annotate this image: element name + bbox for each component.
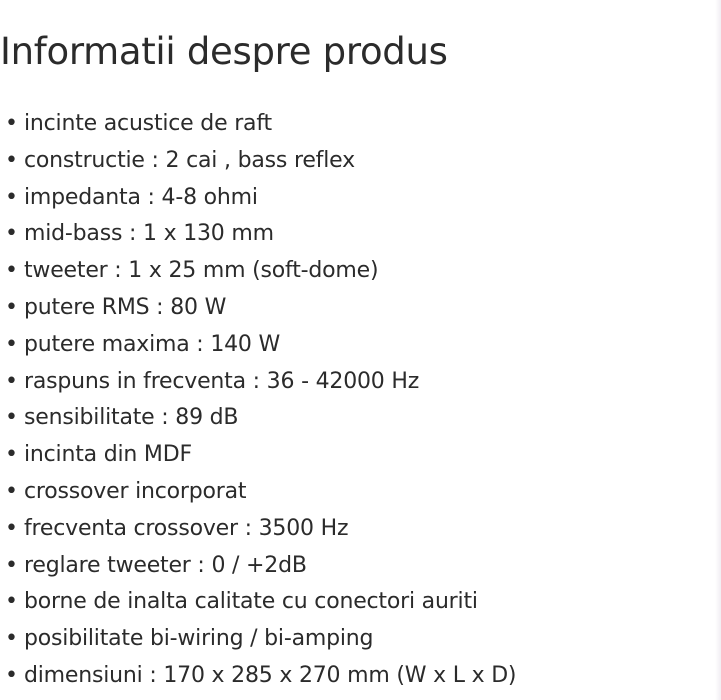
spec-text: constructie : 2 cai , bass reflex <box>24 147 355 173</box>
spec-item <box>0 216 516 253</box>
bullet-icon: • <box>5 258 18 284</box>
spec-text: sensibilitate : 89 dB <box>24 405 239 431</box>
spec-text: raspuns in frecventa : 36 - 42000 Hz <box>24 368 420 394</box>
spec-text: incinte acustice de raft <box>24 111 272 136</box>
bullet-icon: • <box>5 515 18 541</box>
spec-item <box>0 180 516 217</box>
spec-item <box>0 584 516 621</box>
spec-item <box>0 253 516 290</box>
bullet-icon: • <box>5 147 18 173</box>
spec-text: borne de inalta calitate cu conectori auriti <box>24 589 478 615</box>
bullet-icon: • <box>5 111 18 136</box>
spec-item <box>0 474 516 511</box>
bullet-icon: • <box>5 184 18 210</box>
bullet-icon: • <box>5 552 18 578</box>
spec-text: incinta din MDF <box>24 442 192 468</box>
spec-list <box>0 106 516 695</box>
spec-text: putere maxima : 140 W <box>24 331 281 357</box>
bullet-icon: • <box>5 221 18 247</box>
spec-item <box>0 400 516 437</box>
spec-text: posibilitate bi-wiring / bi-amping <box>24 626 374 652</box>
spec-text: dimensiuni : 170 x 285 x 270 mm (W x L x D) <box>24 662 517 688</box>
spec-item <box>0 143 516 180</box>
spec-item <box>0 364 516 401</box>
spec-item <box>0 290 516 327</box>
spec-item <box>0 621 516 658</box>
bullet-icon: • <box>5 478 18 504</box>
section-title: Informatii despre produs <box>0 30 448 73</box>
spec-item <box>0 658 516 695</box>
spec-text: impedanta : 4-8 ohmi <box>24 184 258 210</box>
page-edge-divider <box>715 0 721 700</box>
spec-item <box>0 548 516 585</box>
bullet-icon: • <box>5 294 18 320</box>
bullet-icon: • <box>5 368 18 394</box>
spec-text: mid-bass : 1 x 130 mm <box>24 221 274 247</box>
spec-item <box>0 437 516 474</box>
spec-item <box>0 511 516 548</box>
bullet-icon: • <box>5 662 18 688</box>
spec-item <box>0 106 516 143</box>
bullet-icon: • <box>5 589 18 615</box>
bullet-icon: • <box>5 331 18 357</box>
spec-text: frecventa crossover : 3500 Hz <box>24 515 349 541</box>
spec-text: putere RMS : 80 W <box>24 294 227 320</box>
spec-text: reglare tweeter : 0 / +2dB <box>24 552 307 578</box>
bullet-icon: • <box>5 442 18 468</box>
spec-item <box>0 327 516 364</box>
bullet-icon: • <box>5 405 18 431</box>
spec-text: tweeter : 1 x 25 mm (soft-dome) <box>24 258 379 284</box>
spec-text: crossover incorporat <box>24 478 247 504</box>
bullet-icon: • <box>5 626 18 652</box>
